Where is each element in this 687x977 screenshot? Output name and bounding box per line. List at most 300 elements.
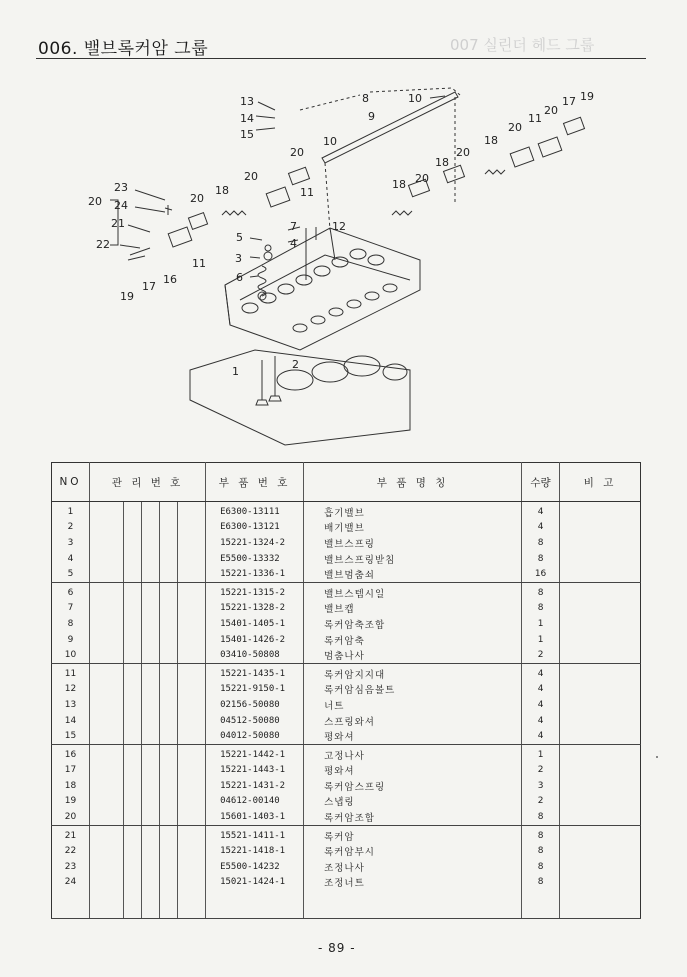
mgmt-cell [142, 875, 160, 919]
callout-21: 21 [111, 217, 125, 230]
callout-18d: 18 [484, 134, 498, 147]
table-row [52, 551, 641, 567]
exploded-parts-diagram [0, 70, 687, 450]
no: 11 [64, 668, 77, 679]
mgmt-cell [178, 713, 206, 729]
mgmt-cell [142, 601, 160, 617]
quantity: 8 [522, 859, 560, 875]
part-name: 평와셔 [304, 728, 522, 744]
no: 20 [52, 809, 90, 825]
mgmt-cell [90, 843, 124, 859]
mgmt-cell [160, 535, 178, 551]
mgmt-cell [160, 809, 178, 825]
remarks [560, 728, 641, 744]
table-row [52, 535, 641, 551]
callout-20g: 20 [508, 121, 522, 134]
mgmt-cell [124, 713, 142, 729]
mgmt-cell [160, 647, 178, 663]
remarks [560, 875, 641, 919]
quantity: 1 [522, 632, 560, 648]
table-row [52, 859, 641, 875]
part-number: 15401-1405-1 [206, 616, 304, 632]
col-remarks: 비 고 [560, 463, 641, 502]
no: 2 [67, 522, 74, 533]
mgmt-cell [124, 843, 142, 859]
no: 7 [67, 603, 74, 614]
mgmt-cell [124, 520, 142, 536]
parts-table-body [52, 502, 641, 919]
callout-20b: 20 [190, 192, 204, 205]
mgmt-cell [124, 809, 142, 825]
rocker-shaft [322, 92, 458, 163]
callout-18c: 18 [435, 156, 449, 169]
margin-mark [656, 756, 658, 758]
no: 13 [64, 699, 77, 710]
mgmt-cell [160, 566, 178, 582]
quantity: 2 [522, 794, 560, 810]
table-row [52, 601, 641, 617]
callout-18: 18 [215, 184, 229, 197]
remarks [560, 697, 641, 713]
mgmt-cell [178, 728, 206, 744]
quantity: 8 [522, 825, 560, 843]
mgmt-cell [160, 763, 178, 779]
quantity: 4 [522, 663, 560, 681]
mgmt-cell [142, 809, 160, 825]
part-number: E5500-14232 [206, 859, 304, 875]
mgmt-cell [178, 535, 206, 551]
mgmt-cell [178, 778, 206, 794]
callout-19: 19 [120, 290, 134, 303]
mgmt-cell [90, 663, 124, 681]
mgmt-cell [142, 632, 160, 648]
table-row [52, 843, 641, 859]
no: 12 [64, 684, 77, 695]
callout-10: 10 [408, 92, 422, 105]
mgmt-cell [178, 582, 206, 600]
mgmt-cell [124, 778, 142, 794]
mgmt-cell [178, 502, 206, 520]
mgmt-cell [142, 647, 160, 663]
cylinder-head [225, 228, 420, 350]
mgmt-cell [160, 778, 178, 794]
mgmt-cell [142, 794, 160, 810]
part-name: 스프링와셔 [304, 713, 522, 729]
remarks [560, 566, 641, 582]
mgmt-cell [160, 502, 178, 520]
callout-12: 12 [332, 220, 346, 233]
part-number: 15401-1426-2 [206, 632, 304, 648]
callout-24: 24 [114, 199, 128, 212]
col-mgmt-no: 관 리 번 호 [90, 463, 206, 502]
quantity: 1 [522, 744, 560, 762]
col-part-name: 부 품 명 칭 [304, 463, 522, 502]
no: 9 [67, 634, 74, 645]
mgmt-cell [178, 520, 206, 536]
no: 17 [64, 765, 77, 776]
mgmt-cell [124, 551, 142, 567]
quantity: 8 [522, 809, 560, 825]
table-row [52, 809, 641, 825]
quantity: 8 [522, 551, 560, 567]
part-number: 15521-1411-1 [206, 825, 304, 843]
mgmt-cell [160, 859, 178, 875]
mgmt-cell [178, 601, 206, 617]
valve [256, 360, 268, 405]
quantity: 4 [522, 728, 560, 744]
no: 5 [52, 566, 90, 582]
remarks [560, 551, 641, 567]
callout-3: 3 [235, 252, 242, 265]
table-row [52, 520, 641, 536]
mgmt-cell [90, 535, 124, 551]
quantity: 4 [522, 713, 560, 729]
no: 10 [52, 647, 90, 663]
remarks [560, 744, 641, 762]
callout-5: 5 [236, 231, 243, 244]
mgmt-cell [90, 794, 124, 810]
part-name: 록커암축조합 [304, 616, 522, 632]
mgmt-cell [178, 616, 206, 632]
callout-20h: 20 [544, 104, 558, 117]
part-number: 15221-1443-1 [206, 763, 304, 779]
mgmt-cell [160, 682, 178, 698]
mgmt-cell [90, 809, 124, 825]
part-name: 록커암조합 [304, 809, 522, 825]
mgmt-cell [142, 616, 160, 632]
mgmt-cell [90, 875, 124, 919]
mgmt-cell [124, 697, 142, 713]
part-number: 15221-1418-1 [206, 843, 304, 859]
callout-18b: 18 [392, 178, 406, 191]
no: 3 [67, 537, 74, 548]
quantity: 8 [522, 535, 560, 551]
part-number: 15221-1328-2 [206, 601, 304, 617]
no: 21 [64, 830, 77, 841]
mgmt-cell [160, 825, 178, 843]
mgmt-cell [90, 616, 124, 632]
callout-23: 23 [114, 181, 128, 194]
mgmt-cell [178, 875, 206, 919]
mgmt-cell [124, 859, 142, 875]
no: 4 [67, 553, 74, 564]
part-name: 밸브스프링 [304, 535, 522, 551]
callout-16: 16 [163, 273, 177, 286]
quantity: 16 [522, 566, 560, 582]
table-row [52, 713, 641, 729]
table-row [52, 697, 641, 713]
table-row [52, 875, 641, 919]
callout-20e: 20 [415, 172, 429, 185]
page-number: - 89 - [318, 941, 356, 955]
part-number: 15021-1424-1 [206, 875, 304, 919]
mgmt-cell [142, 551, 160, 567]
mgmt-cell [142, 566, 160, 582]
quantity: 3 [522, 778, 560, 794]
cylinder-block [190, 350, 410, 445]
no: 18 [64, 780, 77, 791]
table-row [52, 663, 641, 681]
table-row [52, 647, 641, 663]
callout-20c: 20 [244, 170, 258, 183]
mgmt-cell [178, 763, 206, 779]
quantity: 2 [522, 647, 560, 663]
table-row [52, 778, 641, 794]
part-name: 밸브스프링받침 [304, 551, 522, 567]
mgmt-cell [178, 809, 206, 825]
mgmt-cell [142, 778, 160, 794]
quantity: 8 [522, 582, 560, 600]
mgmt-cell [90, 728, 124, 744]
mgmt-cell [90, 825, 124, 843]
quantity: 1 [522, 616, 560, 632]
part-name: 너트 [304, 697, 522, 713]
mgmt-cell [160, 663, 178, 681]
mgmt-cell [178, 663, 206, 681]
callout-20d: 20 [290, 146, 304, 159]
part-number: 15221-9150-1 [206, 682, 304, 698]
table-row [52, 582, 641, 600]
mgmt-cell [142, 728, 160, 744]
part-number: E5500-13332 [206, 551, 304, 567]
mgmt-cell [124, 632, 142, 648]
mgmt-cell [90, 551, 124, 567]
part-number: 15221-1324-2 [206, 535, 304, 551]
quantity: 8 [522, 601, 560, 617]
part-name: 흡기밸브 [304, 502, 522, 520]
part-name: 록커암축 [304, 632, 522, 648]
callout-1: 1 [232, 365, 239, 378]
valve [269, 356, 281, 401]
remarks [560, 502, 641, 520]
mgmt-cell [160, 794, 178, 810]
mgmt-cell [160, 713, 178, 729]
mgmt-cell [160, 520, 178, 536]
remarks [560, 647, 641, 663]
remarks [560, 778, 641, 794]
part-name: 록커암스프링 [304, 778, 522, 794]
part-name: 밸브캡 [304, 601, 522, 617]
mgmt-cell [124, 616, 142, 632]
mgmt-cell [124, 763, 142, 779]
mgmt-cell [90, 582, 124, 600]
callout-11c: 11 [300, 186, 314, 199]
callout-8: 8 [362, 92, 369, 105]
callout-22: 22 [96, 238, 110, 251]
mgmt-cell [124, 502, 142, 520]
table-row [52, 763, 641, 779]
callout-13: 13 [240, 95, 254, 108]
mgmt-cell [124, 601, 142, 617]
bleed-through-text: 007 실린더 헤드 그룹 [450, 36, 595, 54]
mgmt-cell [142, 520, 160, 536]
mgmt-cell [124, 535, 142, 551]
no: 24 [52, 875, 90, 919]
mgmt-cell [90, 682, 124, 698]
mgmt-cell [178, 697, 206, 713]
remarks [560, 843, 641, 859]
part-number: 04012-50080 [206, 728, 304, 744]
callout-9: 9 [368, 110, 375, 123]
callout-7: 7 [290, 220, 297, 233]
part-number: 15221-1435-1 [206, 663, 304, 681]
callout-10b: 10 [323, 135, 337, 148]
mgmt-cell [160, 551, 178, 567]
table-header-row [52, 463, 641, 502]
callout-17b: 17 [562, 95, 576, 108]
quantity: 4 [522, 502, 560, 520]
part-number: 04512-50080 [206, 713, 304, 729]
part-number: 15221-1336-1 [206, 566, 304, 582]
part-name: 밸브스템시일 [304, 582, 522, 600]
callout-6: 6 [236, 271, 243, 284]
mgmt-cell [178, 682, 206, 698]
part-name: 평와셔 [304, 763, 522, 779]
quantity: 4 [522, 520, 560, 536]
mgmt-cell [124, 582, 142, 600]
mgmt-cell [124, 875, 142, 919]
mgmt-cell [90, 778, 124, 794]
table-row [52, 728, 641, 744]
part-name: 록커암부시 [304, 843, 522, 859]
mgmt-cell [160, 875, 178, 919]
callout-20: 20 [88, 195, 102, 208]
part-name: 배기밸브 [304, 520, 522, 536]
callout-14: 14 [240, 112, 254, 125]
no: 15 [52, 728, 90, 744]
mgmt-cell [142, 697, 160, 713]
part-name: 멈춤나사 [304, 647, 522, 663]
no: 6 [67, 587, 74, 598]
remarks [560, 809, 641, 825]
quantity: 8 [522, 875, 560, 919]
remarks [560, 663, 641, 681]
table-row [52, 744, 641, 762]
part-number: E6300-13121 [206, 520, 304, 536]
mgmt-cell [160, 843, 178, 859]
part-number: 15601-1403-1 [206, 809, 304, 825]
remarks [560, 682, 641, 698]
mgmt-cell [178, 551, 206, 567]
part-name: 고정나사 [304, 744, 522, 762]
part-number: E6300-13111 [206, 502, 304, 520]
part-name: 록커암지지대 [304, 663, 522, 681]
mgmt-cell [178, 647, 206, 663]
mgmt-cell [90, 744, 124, 762]
part-number: 04612-00140 [206, 794, 304, 810]
no: 22 [64, 846, 77, 857]
mgmt-cell [90, 566, 124, 582]
remarks [560, 825, 641, 843]
callout-2: 2 [292, 358, 299, 371]
mgmt-cell [124, 825, 142, 843]
mgmt-cell [124, 566, 142, 582]
part-name: 록커암 [304, 825, 522, 843]
mgmt-cell [160, 616, 178, 632]
mgmt-cell [178, 859, 206, 875]
mgmt-cell [124, 794, 142, 810]
remarks [560, 632, 641, 648]
mgmt-cell [178, 843, 206, 859]
quantity: 8 [522, 843, 560, 859]
mgmt-cell [160, 697, 178, 713]
mgmt-cell [160, 728, 178, 744]
table-row [52, 502, 641, 520]
mgmt-cell [160, 744, 178, 762]
callout-15: 15 [240, 128, 254, 141]
table-row [52, 566, 641, 582]
mgmt-cell [124, 728, 142, 744]
no: 23 [64, 861, 77, 872]
callout-17: 17 [142, 280, 156, 293]
remarks [560, 582, 641, 600]
table-row [52, 632, 641, 648]
table-row [52, 825, 641, 843]
remarks [560, 763, 641, 779]
remarks [560, 859, 641, 875]
col-part-no: 부 품 번 호 [206, 463, 304, 502]
part-number: 02156-50080 [206, 697, 304, 713]
mgmt-cell [178, 825, 206, 843]
mgmt-cell [90, 601, 124, 617]
no: 14 [64, 715, 77, 726]
quantity: 4 [522, 697, 560, 713]
mgmt-cell [90, 859, 124, 875]
mgmt-cell [160, 632, 178, 648]
part-name: 밸브멈춤쇠 [304, 566, 522, 582]
part-number: 15221-1431-2 [206, 778, 304, 794]
mgmt-cell [124, 744, 142, 762]
mgmt-cell [124, 663, 142, 681]
table-row [52, 616, 641, 632]
mgmt-cell [142, 843, 160, 859]
callout-4: 4 [290, 237, 297, 250]
mgmt-cell [90, 520, 124, 536]
quantity: 4 [522, 682, 560, 698]
remarks [560, 713, 641, 729]
mgmt-cell [160, 601, 178, 617]
table-row [52, 794, 641, 810]
remarks [560, 520, 641, 536]
mgmt-cell [178, 632, 206, 648]
callout-20f: 20 [456, 146, 470, 159]
mgmt-cell [142, 535, 160, 551]
no: 16 [64, 749, 77, 760]
mgmt-cell [142, 682, 160, 698]
remarks [560, 794, 641, 810]
part-number: 15221-1442-1 [206, 744, 304, 762]
mgmt-cell [160, 582, 178, 600]
mgmt-cell [142, 502, 160, 520]
callout-11: 11 [528, 112, 542, 125]
no: 8 [67, 618, 74, 629]
no: 1 [67, 506, 74, 517]
mgmt-cell [90, 763, 124, 779]
page-title: 006. 밸브록커암 그룹 [38, 39, 209, 59]
table-row [52, 682, 641, 698]
col-qty: 수량 [522, 463, 560, 502]
remarks [560, 601, 641, 617]
mgmt-cell [90, 697, 124, 713]
remarks [560, 535, 641, 551]
part-name: 조정너트 [304, 875, 522, 919]
mgmt-cell [90, 713, 124, 729]
mgmt-cell [124, 682, 142, 698]
mgmt-cell [178, 566, 206, 582]
remarks [560, 616, 641, 632]
part-number: 15221-1315-2 [206, 582, 304, 600]
mgmt-cell [90, 632, 124, 648]
